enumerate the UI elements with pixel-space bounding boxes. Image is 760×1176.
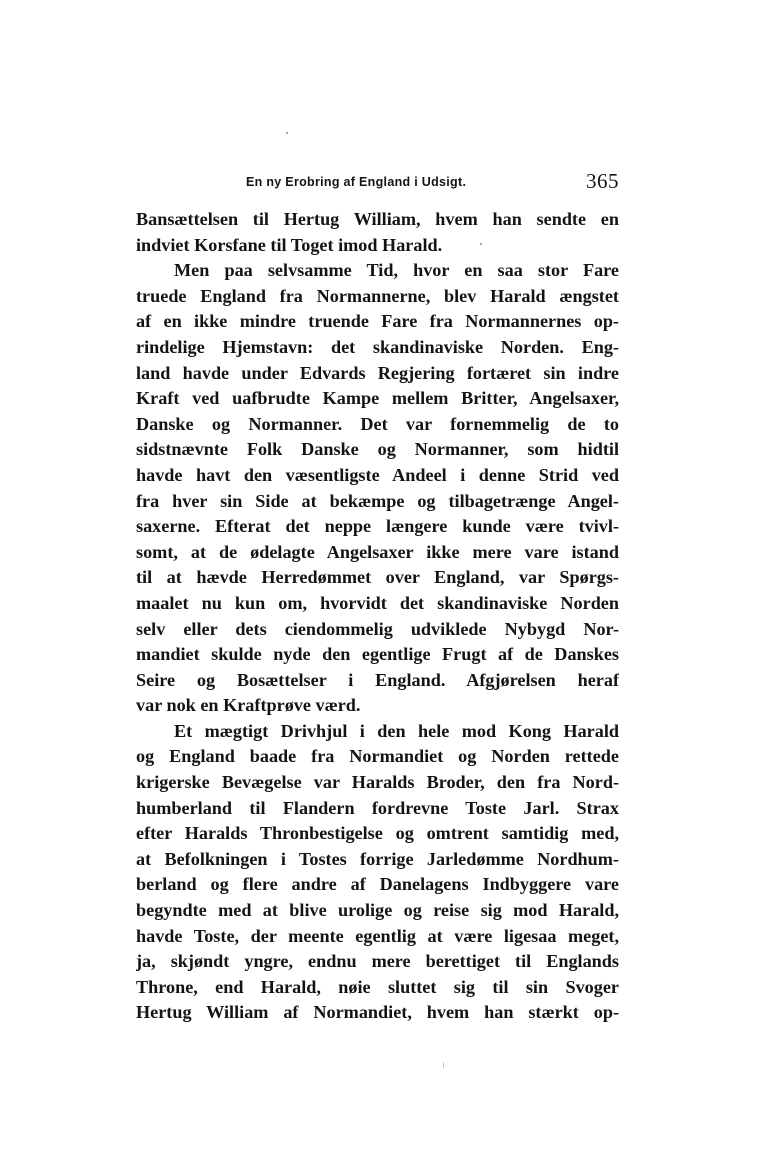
text-line: Seire og Bosættelser i England. Afgjørelsen heraf [136,669,619,690]
text-line: var nok en Kraftprøve værd. [136,695,361,716]
text-line: Et mægtigt Drivhjul i den hele mod Kong Harald [174,720,619,741]
paper-speck [286,132,288,134]
text-line: krigerske Bevægelse var Haralds Broder, den fra Nord- [136,772,619,793]
text-line: og England baade fra Normandiet og Norden rettede [136,746,619,767]
text-line: Danske og Normanner. Det var fornemmelig de to [136,413,619,434]
text-line: Kraft ved uafbrudte Kampe mellem Britter, Angelsaxer, [136,388,619,409]
text-line: mandiet skulde nyde den egentlige Frugt af de Danskes [136,644,619,665]
text-line: maalet nu kun om, hvorvidt det skandinaviske Norden [136,592,619,613]
text-line: sidstnævnte Folk Danske og Normanner, som hidtil [136,439,619,460]
text-line: havde Toste, der meente egentlig at være ligesaa meget, [136,925,619,946]
body-text [136,207,619,1026]
text-line: at Befolkningen i Tostes forrige Jarledømme Nordhum- [136,848,619,869]
text-line: truede England fra Normannerne, blev Harald ængstet [136,285,619,306]
text-line: Bansættelsen til Hertug William, hvem han sendte en [136,209,619,229]
text-line: Throne, end Harald, nøie sluttet sig til sin Svoger [136,976,619,997]
paper-speck [443,1062,444,1068]
running-head [136,169,619,196]
text-line: humberland til Flandern fordrevne Toste Jarl. Strax [136,797,619,818]
text-line: til at hævde Herredømmet over England, var Spørgs- [136,567,619,588]
page-number: 365 [586,169,619,193]
text-line: efter Haralds Thronbestigelse og omtrent samtidig med, [136,823,619,844]
text-line: saxerne. Efterat det neppe længere kunde være tvivl- [136,516,619,537]
text-line: begyndte med at blive urolige og reise sig mod Harald, [136,900,619,921]
text-line: havde havt den væsentligste Andeel i denne Strid ved [136,464,619,485]
text-line: rindelige Hjemstavn: det skandinaviske Norden. Eng- [136,336,619,357]
text-line: land havde under Edvards Regjering fortæret sin indre [136,362,619,383]
text-line: Men paa selvsamme Tid, hvor en saa stor Fare [174,260,619,281]
text-line: indviet Korsfane til Toget imod Harald. [136,234,443,255]
text-line: berland og flere andre af Danelagens Indbyggere vare [136,874,619,895]
text-line: Hertug William af Normandiet, hvem han stærkt op- [136,1002,619,1023]
text-line: selv eller dets ciendommelig udviklede Nybygd Nor- [136,618,619,639]
text-line: ja, skjøndt yngre, endnu mere berettiget til Englands [136,951,619,972]
running-title: En ny Erobring af England i Udsigt. [246,175,467,189]
text-line: af en ikke mindre truende Fare fra Normannernes op- [136,311,619,332]
paper-speck [480,243,482,245]
text-line: somt, at de ødelagte Angelsaxer ikke mere vare istand [136,541,619,562]
text-line: fra hver sin Side at bekæmpe og tilbagetrænge Angel- [136,490,619,511]
